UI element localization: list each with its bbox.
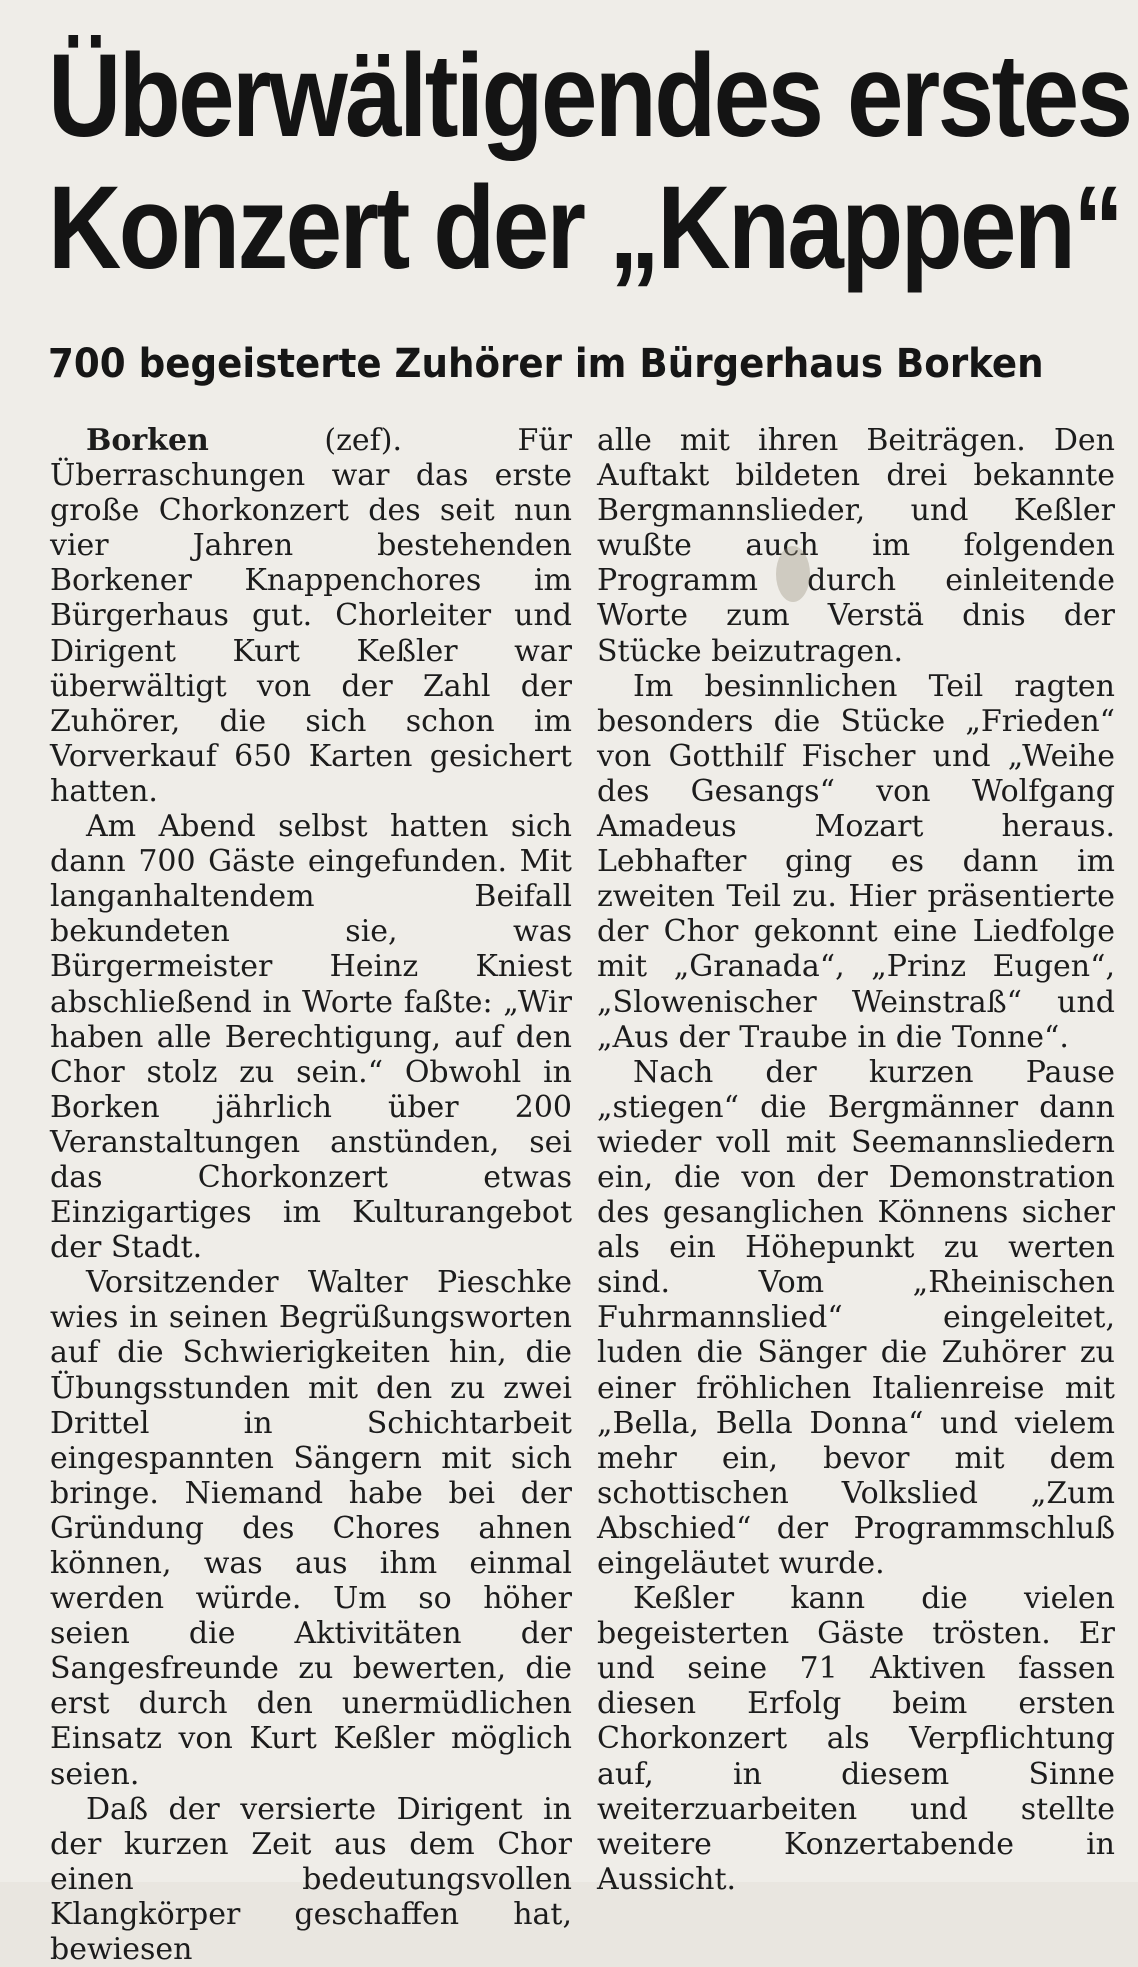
paragraph: Im besinnlichen Teil ragten besonders die Stücke „Frieden“ von Gotthilf Fischer und „Weihe des Gesangs“ von Wolfgang Amadeus Mozart heraus. Lebhafter ging es dann im zweiten Teil zu. Hier präsentierte der Chor gekonnt eine Liedfolge mit „Granada“, „Prinz Eugen“, „Slowenischer Weinstraß“ und „Aus der Traube in die Tonne“.: [597, 668, 1115, 1055]
dateline: Borken: [86, 423, 209, 458]
headline: [48, 30, 1131, 294]
paragraph-text: (zef). Für Überraschungen war das erste große Chorkonzert des seit nun vier Jahren bestehenden Borkener Knappenchores im Bürgerhaus gut. Chorleiter und Dirigent Kurt Keßler war überwältigt von der Zahl der Zuhörer, die sich schon im Vorverkauf 650 Karten gesichert hatten.: [50, 423, 572, 809]
paragraph: [50, 423, 572, 809]
paragraph: Am Abend selbst hatten sich dann 700 Gäste eingefunden. Mit langanhaltendem Beifall bekundeten sie, was Bürgermeister Heinz Kniest abschließend in Worte faßte: „Wir haben alle Berechtigung, auf den Chor stolz zu sein.“ Obwohl in Borken jährlich über 200 Veranstaltungen anstünden, sei das Chorkonzert etwas Einzigartiges im Kulturangebot der Stadt.: [50, 809, 572, 1266]
headline-line-2: Konzert der „Knappen“: [48, 162, 1122, 294]
paragraph: Nach der kurzen Pause „stiegen“ die Bergmänner dann wieder voll mit Seemannsliedern ein, die von der Demonstration des gesanglichen Könnens sicher als ein Höhepunkt zu werten sind. Vom „Rheinischen Fuhrmannslied“ eingeleitet, luden die Sänger die Zuhörer zu einer fröhlichen Italienreise mit „Bella, Bella Donna“ und vielem mehr ein, bevor mit dem schottischen Volkslied „Zum Abschied“ der Programmschluß eingeläutet wurde.: [597, 1054, 1115, 1581]
paper-stain: [776, 546, 810, 602]
paragraph: alle mit ihren Beiträgen. Den Auftakt bildeten drei bekannte Bergmannslieder, und Keßler wußte auch im folgenden Programm durch einleitende Worte zum Verstä dnis der Stücke beizutragen.: [597, 423, 1115, 669]
paragraph: Daß der versierte Dirigent in der kurzen Zeit aus dem Chor einen bedeutungsvollen Klangkörper geschaffen hat, bewiesen: [50, 1791, 572, 1967]
paragraph: Keßler kann die vielen begeisterten Gäste trösten. Er und seine 71 Aktiven fassen diesen Erfolg beim ersten Chorkonzert als Verpflichtung auf, in diesem Sinne weiterzuarbeiten und stellte weitere Konzertabende in Aussicht.: [597, 1581, 1115, 1897]
subheadline: 700 begeisterte Zuhörer im Bürgerhaus Borken: [48, 341, 1044, 387]
paragraph: Vorsitzender Walter Pieschke wies in seinen Begrüßungsworten auf die Schwierigkeiten hin, die Übungsstunden mit den zu zwei Drittel in Schichtarbeit eingespannten Sängern mit sich bringe. Niemand habe bei der Gründung des Chores ahnen können, was aus ihm einmal werden würde. Um so höher seien die Aktivitäten der Sangesfreunde zu bewerten, die erst durch den unermüdlichen Einsatz von Kurt Keßler möglich seien.: [50, 1265, 572, 1792]
right-column: [597, 423, 1115, 1897]
headline-line-1: Überwältigendes erstes: [48, 30, 1131, 162]
left-column: [50, 423, 572, 1967]
